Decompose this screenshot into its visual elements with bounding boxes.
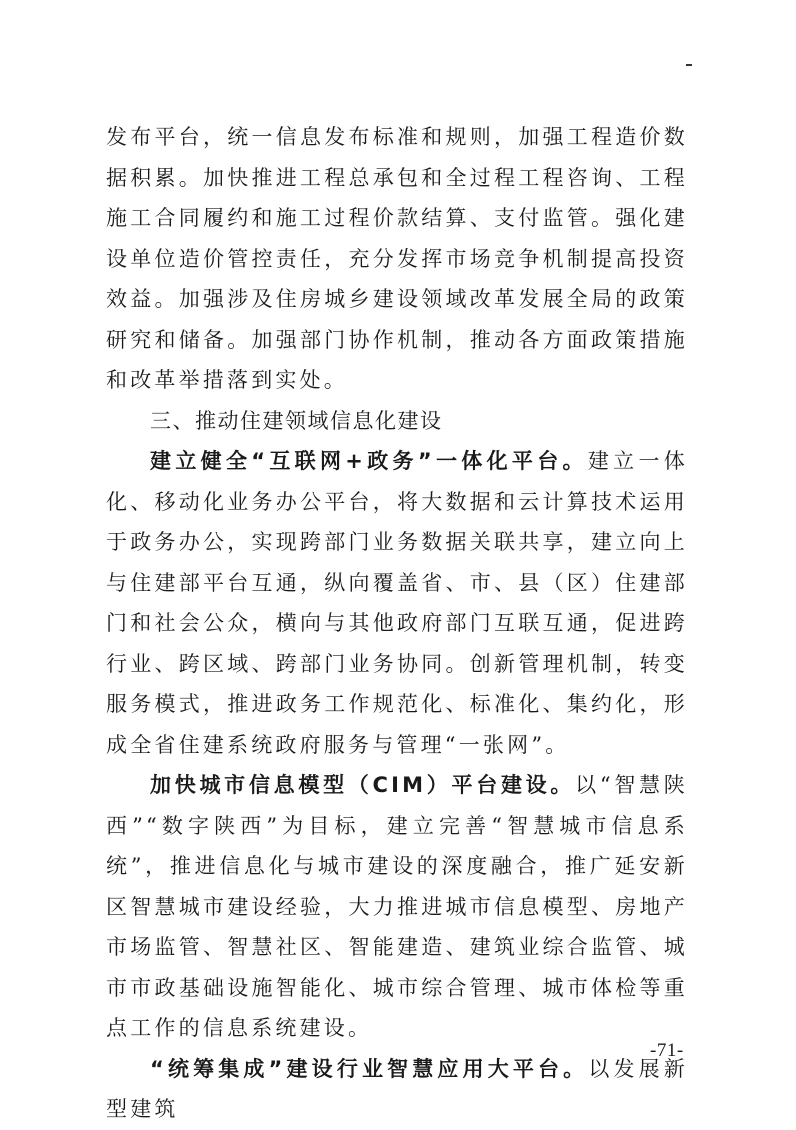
section-heading: 三、推动住建领域信息化建设 [150,408,443,433]
document-body [106,117,688,1130]
paragraph-4-lead: “统筹集成”建设行业智慧应用大平台。 [150,1056,589,1081]
paragraph-3-lead: 加快城市信息模型（CIM）平台建设。 [150,773,576,797]
paragraph-3 [106,765,688,1049]
paragraph-4-body: 以发展新型建筑 [106,1056,688,1121]
paragraph-1: 发布平台，统一信息发布标准和规则，加强工程造价数据积累。加快推进工程总承包和全过程工程咨询、工程施工合同履约和施工过程价款结算、支付监管。强化建设单位造价管控责任，充分发挥市场竞争机制提高投资效益。加强涉及住房城乡建设领域改革发展全局的政策研究和储备。加强部门协作机制，推动各方面政策措施和改革举措落到实处。 [106,125,688,392]
paragraph-2 [106,441,688,765]
paragraph-3-body: 以“智慧陕西”“数字陕西”为目标，建立完善“智慧城市信息系统”，推进信息化与城市建设的深度融合，推广延安新区智慧城市建设经验，大力推进城市信息模型、房地产市场监管、智慧社区、智能建造、建筑业综合监管、城市市政基础设施智能化、城市综合管理、城市体检等重点工作的信息系统建设。 [106,773,688,1040]
page-number: -71- [650,1040,684,1061]
corner-mark [686,64,692,66]
paragraph-4 [106,1049,688,1130]
paragraph-2-body: 建立一体化、移动化业务办公平台，将大数据和云计算技术运用于政务办公，实现跨部门业务数据关联共享，建立向上与住建部平台互通，纵向覆盖省、市、县（区）住建部门和社会公众，横向与其他政府部门互联互通，促进跨行业、跨区域、跨部门业务协同。创新管理机制，转变服务模式，推进政务工作规范化、标准化、集约化，形成全省住建系统政府服务与管理“一张网”。 [106,449,688,757]
paragraph-2-lead: 建立健全“互联网+政务”一体化平台。 [150,449,588,473]
